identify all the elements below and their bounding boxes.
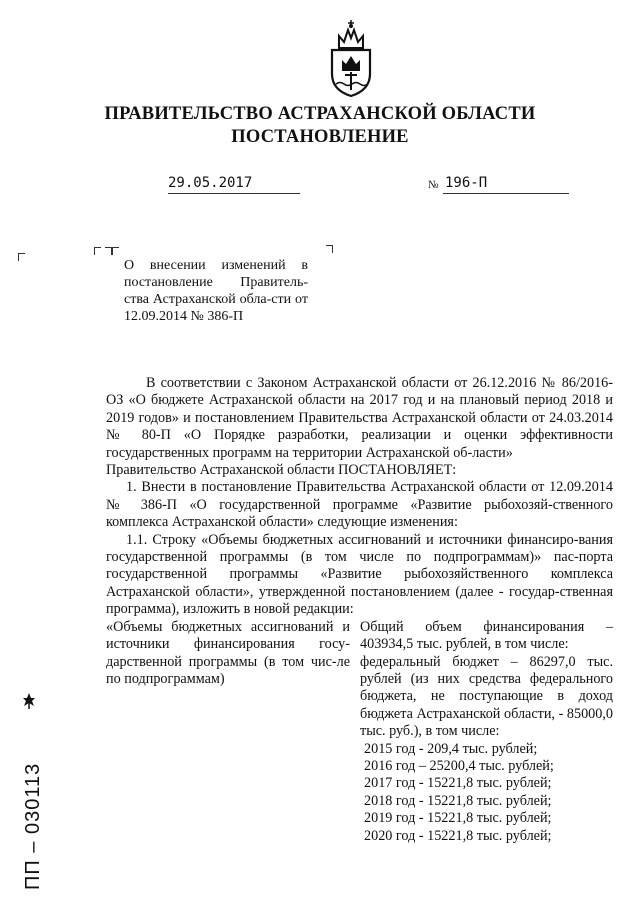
document-type: ПОСТАНОВЛЕНИЕ [231, 127, 409, 147]
subject-corner-mark [94, 247, 101, 255]
item-1-1-paragraph: 1.1. Строку «Объемы бюджетных ассигнований и источники финансиро-вания государственной программы (в том числе по подпрограммам)» пас-порта государственной программы «Развитие рыбохозяйственного комплекса Астраханской области», утвержденной постановлением (далее - государ-ственная программа), изложить в новой редакции: [106, 531, 613, 618]
funding-table-right-cell [360, 619, 613, 845]
funding-table [106, 619, 613, 845]
date-underline [168, 193, 300, 194]
item-1-paragraph: 1. Внести в постановление Правительства Астраханской области от 12.09.2014 № 386-П «О государственной программе «Развитие рыбохозяй-ственного комплекса Астраханской области» следующие изменения: [106, 479, 613, 531]
subject-corner-mark [105, 247, 112, 255]
preamble-paragraph: В соответствии с Законом Астраханской области от 26.12.2016 № 86/2016-ОЗ «О бюджете Астраханской области на 2017 год и на плановый период 2018 и 2019 годов» и постановлением Правительства Астраханской области от 24.03.2014 № 80-П «О Порядке разработки, реализации и оценки эффективности государственных программ на территории Астраханской об-ласти» [106, 375, 613, 461]
funding-year-row: 2019 год - 15221,8 тыс. рублей; [364, 810, 552, 827]
margin-corner-mark [18, 253, 25, 261]
funding-total: Общий объем финансирования – 403934,5 тыс. рублей, в том числе: [360, 618, 613, 653]
document-number: 196-П [445, 175, 488, 191]
number-underline [443, 193, 569, 194]
document-date: 29.05.2017 [168, 175, 253, 191]
funding-year-row: 2020 год - 15221,8 тыс. рублей; [364, 827, 552, 844]
funding-year-row: 2018 год - 15221,8 тыс. рублей; [364, 792, 552, 809]
subject-corner-mark [112, 247, 119, 255]
number-label: № [428, 179, 439, 191]
document-subject: О внесении изменений в постановление Правитель-ства Астраханской обла-сти от 12.09.2014 № 386-П [124, 258, 308, 324]
subject-corner-mark [326, 245, 333, 253]
funding-year-row: 2016 год – 25200,4 тыс. рублей; [364, 757, 554, 774]
funding-table-left-cell: «Объемы бюджетных ассигнований и источники финансирования госу-дарственной программы (в том чис-ле по подпрограммам) [106, 618, 350, 687]
funding-year-row: 2017 год - 15221,8 тыс. рублей; [364, 775, 552, 792]
organization-title: ПРАВИТЕЛЬСТВО АСТРАХАНСКОЙ ОБЛАСТИ [104, 104, 536, 124]
funding-federal: федеральный бюджет – 86297,0 тыс. рублей (из них средства федерального бюджета, не поступающие в доход бюджета Астраханской области, - 85000,0 тыс. руб.), в том числе: [360, 653, 613, 740]
side-stamp-text: ПП – 030113 [22, 762, 44, 890]
resolution-line: Правительство Астраханской области ПОСТАНОВЛЯЕТ: [106, 462, 457, 479]
document-body [106, 375, 613, 845]
funding-year-row: 2015 год - 209,4 тыс. рублей; [364, 740, 538, 757]
coat-of-arms-icon [322, 18, 380, 98]
side-stamp [12, 690, 52, 890]
